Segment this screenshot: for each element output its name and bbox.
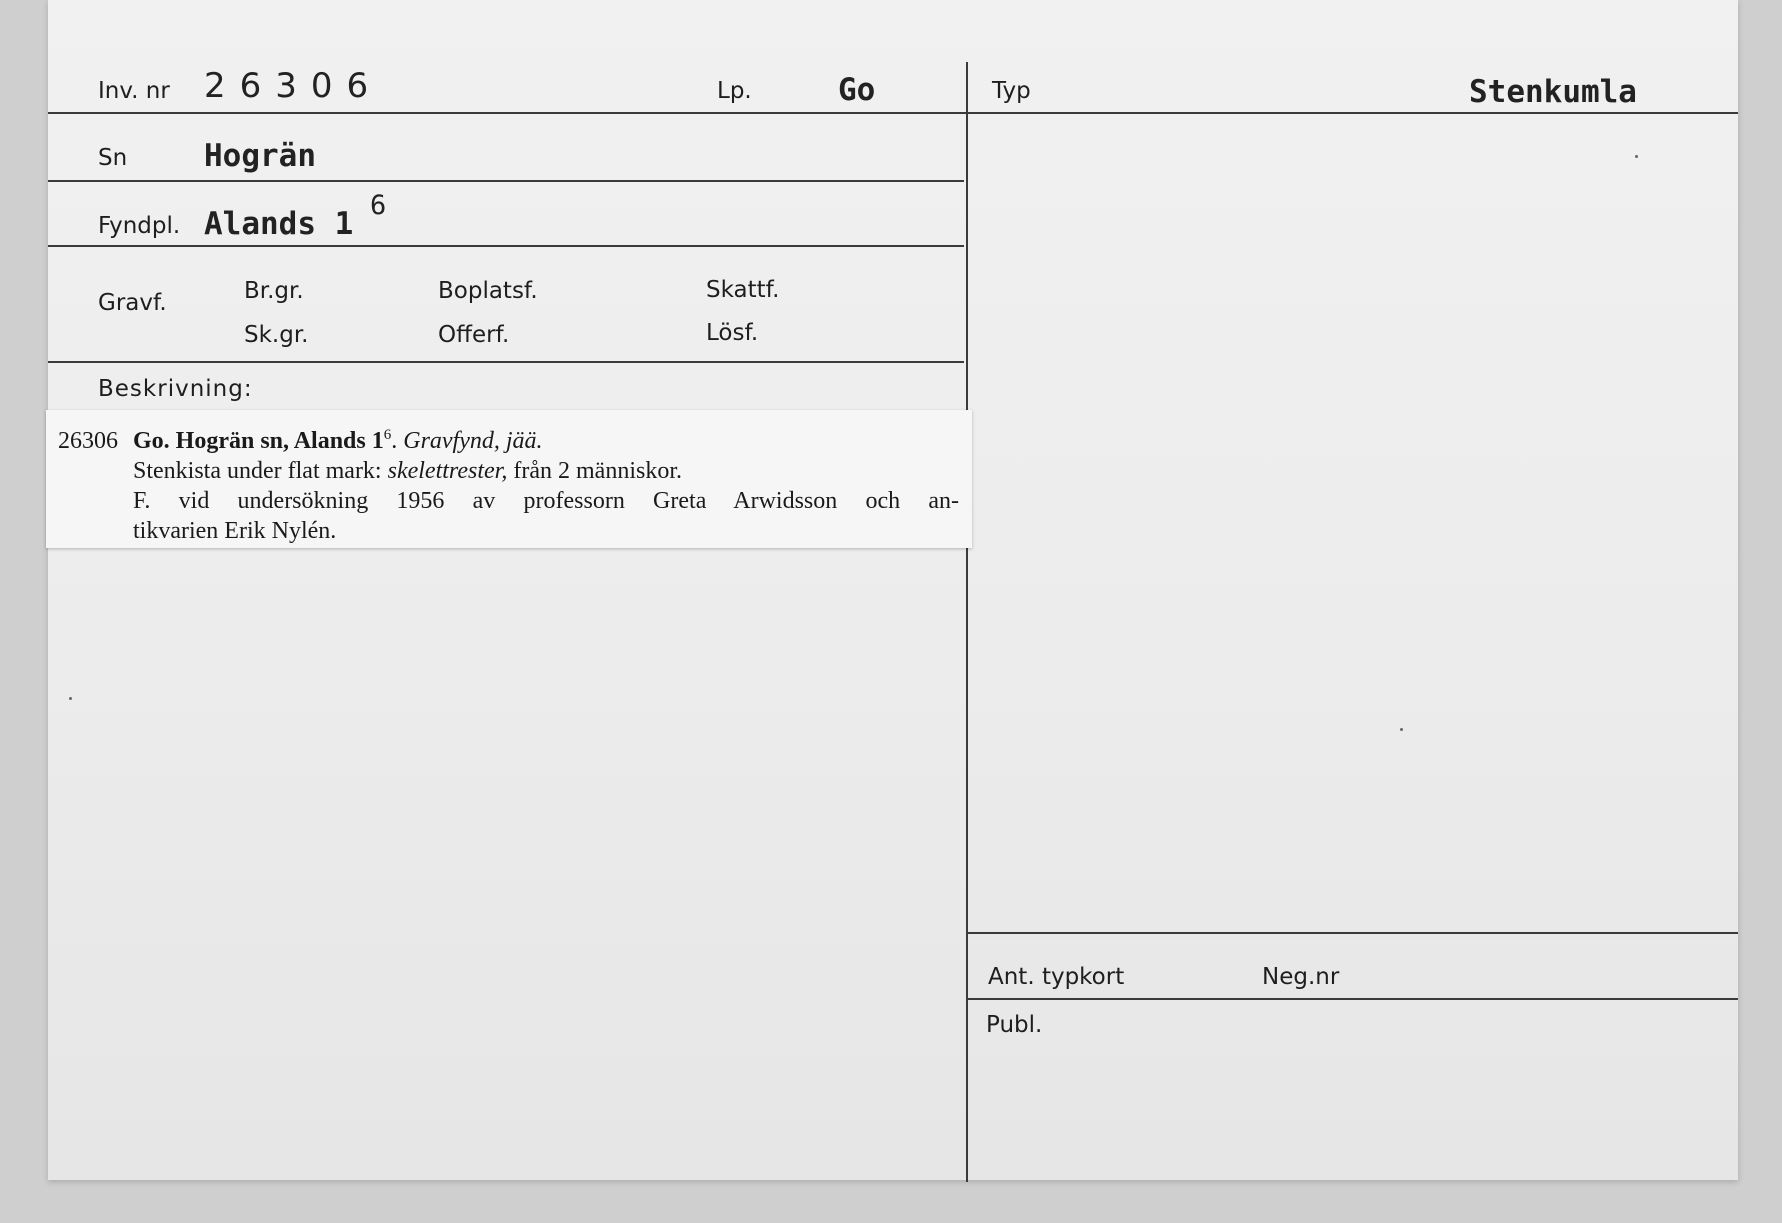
sn-value: Hogrän [204,138,316,174]
inv-nr-value: 26306 [204,66,383,106]
slip-find-type: Gravfynd, jää. [403,428,543,454]
divider-gravf [48,361,964,363]
typ-value: Stenkumla [1469,74,1637,110]
slip-line-2-start: Stenkista under flat mark: [133,458,388,484]
divider-footer-mid [968,998,1738,1000]
divider-sn [48,180,964,182]
divider-center [966,62,968,1182]
typ-label: Typ [992,78,1031,104]
catalog-card [48,0,1738,1180]
slip-line-2 [133,456,959,486]
slip-title-superscript: 6 [383,427,392,443]
neg-nr-label: Neg.nr [1262,964,1340,990]
losf-label: Lösf. [706,320,759,346]
fyndpl-superscript: 6 [370,190,387,221]
pasted-description-slip [46,410,972,548]
slip-line-1 [133,426,959,456]
slip-line-4: tikvarien Erik Nylén. [133,518,337,544]
slip-line-2-italic: skelettrester, [387,458,508,484]
brgr-label: Br.gr. [244,278,304,304]
slip-title: Go. Hogrän sn, Alands 1 [133,428,384,454]
inv-nr-label: Inv. nr [98,78,170,104]
beskrivning-label: Beskrivning: [98,376,253,402]
divider-header [48,112,966,114]
publ-label: Publ. [986,1012,1043,1038]
lp-label: Lp. [717,78,752,104]
slip-text [133,426,959,546]
slip-inventory-number: 26306 [58,428,118,454]
slip-line-3: F. vid undersökning 1956 av professorn Greta Arwidsson och an- [133,488,959,514]
gravf-label: Gravf. [98,290,167,316]
fyndpl-label: Fyndpl. [98,213,181,239]
sn-label: Sn [98,145,128,171]
divider-fyndpl [48,245,964,247]
fyndpl-value: Alands 1 [204,206,354,242]
skgr-label: Sk.gr. [244,322,309,348]
slip-line-2-end: från 2 människor. [507,458,682,484]
paper-speck [1635,155,1638,158]
skattf-label: Skattf. [706,277,780,303]
divider-typ [968,112,1738,114]
paper-speck [1400,728,1403,731]
lp-value: Go [838,72,876,108]
divider-footer-top [968,932,1738,934]
paper-speck [69,697,72,700]
slip-title-period: . [391,428,398,454]
boplatsf-label: Boplatsf. [438,278,538,304]
ant-typkort-label: Ant. typkort [988,964,1125,990]
offerf-label: Offerf. [438,322,510,348]
